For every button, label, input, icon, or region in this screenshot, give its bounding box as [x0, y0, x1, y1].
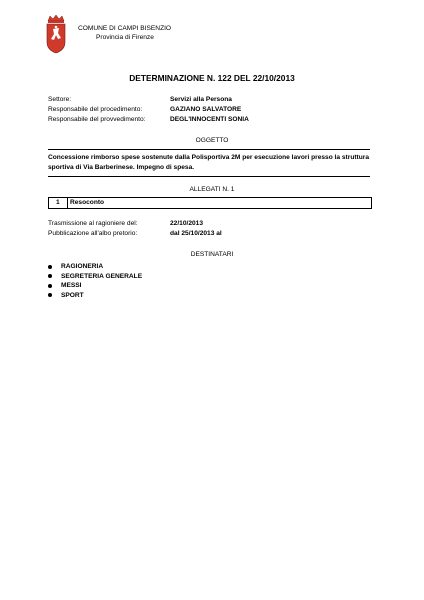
comune-name: COMUNE DI CAMPI BISENZIO — [78, 25, 172, 32]
trasmissione-label: Trasmissione al ragioniere del: — [48, 220, 138, 227]
settore-label: Settore: — [48, 96, 72, 103]
responsabile-procedimento-value: GAZIANO SALVATORE — [170, 106, 242, 113]
responsabile-provvedimento-value: DEGL'INNOCENTI SONIA — [170, 116, 249, 123]
coat-of-arms-logo — [45, 14, 67, 54]
pubblicazione-value: dal 25/10/2013 al — [170, 230, 222, 237]
bullet-icon — [48, 293, 52, 297]
settore-value: Servizi alla Persona — [170, 96, 232, 103]
oggetto-heading: OGGETTO — [195, 137, 229, 144]
allegati-heading: ALLEGATI N. 1 — [189, 186, 235, 193]
document-title: DETERMINAZIONE N. 122 DEL 22/10/2013 — [129, 73, 295, 83]
bullet-icon — [48, 265, 52, 269]
oggetto-line-2: sportiva di Via Barberinese. Impegno di spesa. — [48, 164, 195, 171]
allegato-number: 1 — [56, 199, 60, 206]
allegato-name: Resoconto — [70, 199, 105, 206]
bullet-icon — [48, 284, 52, 288]
provincia-name: Provincia di Firenze — [96, 34, 154, 41]
allegati-table — [48, 197, 372, 209]
destinatari-heading: DESTINATARI — [190, 251, 234, 258]
allegati-divider — [67, 198, 68, 208]
oggetto-line-1: Concessione rimborso spese sostenute dalla Polisportiva 2M per esecuzione lavori presso la struttura — [48, 154, 369, 161]
oggetto-top-rule — [48, 149, 370, 150]
oggetto-bottom-rule — [48, 176, 370, 177]
pubblicazione-label: Pubblicazione all'albo pretorio: — [48, 230, 138, 237]
trasmissione-value: 22/10/2013 — [170, 220, 204, 227]
responsabile-procedimento-label: Responsabile del procedimento: — [48, 106, 143, 113]
responsabile-provvedimento-label: Responsabile del provvedimento: — [48, 116, 146, 123]
bullet-icon — [48, 274, 52, 278]
